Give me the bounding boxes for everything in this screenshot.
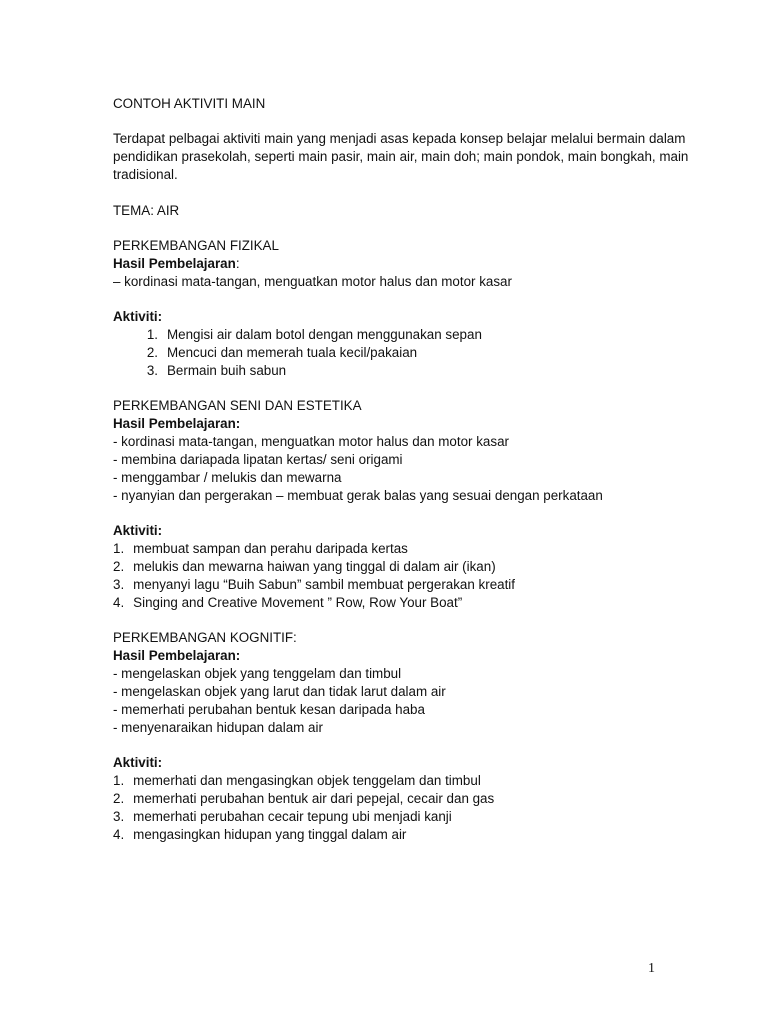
page-number: 1	[648, 961, 655, 976]
section-kognitif	[113, 629, 673, 844]
learning-outcome-item: - menggambar / melukis dan mewarna	[113, 470, 342, 485]
learning-outcome-item: - kordinasi mata-tangan, menguatkan motor halus dan motor kasar	[113, 434, 509, 449]
learning-outcome-label: Hasil Pembelajaran:	[113, 256, 240, 271]
activity-label: Aktiviti:	[113, 523, 163, 538]
document-title: CONTOH AKTIVITI MAIN	[113, 96, 266, 111]
learning-outcome-item: - membina dariapada lipatan kertas/ seni origami	[113, 452, 403, 467]
intro-line: Terdapat pelbagai aktiviti main yang menjadi asas kepada konsep belajar melalui bermain dalam	[113, 131, 686, 146]
list-item: 3. Bermain buih sabun	[146, 363, 287, 378]
section-heading: PERKEMBANGAN FIZIKAL	[113, 238, 279, 253]
intro-line: tradisional.	[113, 167, 178, 182]
activity-label: Aktiviti:	[113, 309, 163, 324]
learning-outcome-item: – kordinasi mata-tangan, menguatkan motor halus dan motor kasar	[113, 274, 512, 289]
list-item: 3. memerhati perubahan cecair tepung ubi menjadi kanji	[113, 809, 452, 824]
list-item: 1. Mengisi air dalam botol dengan menggunakan sepan	[146, 327, 482, 342]
list-item: 2. Mencuci dan memerah tuala kecil/pakaian	[146, 345, 418, 360]
list-item: 1. memerhati dan mengasingkan objek tenggelam dan timbul	[113, 773, 481, 788]
learning-outcome-item: - mengelaskan objek yang larut dan tidak larut dalam air	[113, 684, 446, 699]
section-fizikal	[113, 237, 673, 380]
activity-list	[113, 772, 673, 844]
section-heading: PERKEMBANGAN SENI DAN ESTETIKA	[113, 398, 362, 413]
learning-outcome-label: Hasil Pembelajaran:	[113, 648, 241, 663]
learning-outcome-label: Hasil Pembelajaran:	[113, 416, 241, 431]
learning-outcome-item: - nyanyian dan pergerakan – membuat gerak balas yang sesuai dengan perkataan	[113, 488, 603, 503]
learning-outcome-item: - menyenaraikan hidupan dalam air	[113, 720, 323, 735]
learning-outcome-item: - mengelaskan objek yang tenggelam dan timbul	[113, 666, 402, 681]
intro-line: pendidikan prasekolah, seperti main pasir, main air, main doh; main pondok, main bongkah, main	[113, 149, 689, 164]
activity-list	[113, 540, 673, 612]
activity-list	[113, 326, 673, 380]
list-item: 1. membuat sampan dan perahu daripada kertas	[113, 541, 408, 556]
intro-paragraph	[113, 130, 689, 184]
list-item: 4. mengasingkan hidupan yang tinggal dalam air	[113, 827, 407, 842]
activity-label: Aktiviti:	[113, 755, 163, 770]
document-body	[113, 95, 689, 844]
section-seni-estetika	[113, 397, 673, 612]
list-item: 4. Singing and Creative Movement ” Row, Row Your Boat”	[113, 595, 463, 610]
list-item: 2. melukis dan mewarna haiwan yang tinggal di dalam air (ikan)	[113, 559, 496, 574]
list-item: 2. memerhati perubahan bentuk air dari pepejal, cecair dan gas	[113, 791, 495, 806]
section-heading: PERKEMBANGAN KOGNITIF:	[113, 630, 297, 645]
theme-heading: TEMA: AIR	[113, 203, 180, 218]
list-item: 3. menyanyi lagu “Buih Sabun” sambil membuat pergerakan kreatif	[113, 577, 516, 592]
learning-outcome-item: - memerhati perubahan bentuk kesan daripada haba	[113, 702, 425, 717]
